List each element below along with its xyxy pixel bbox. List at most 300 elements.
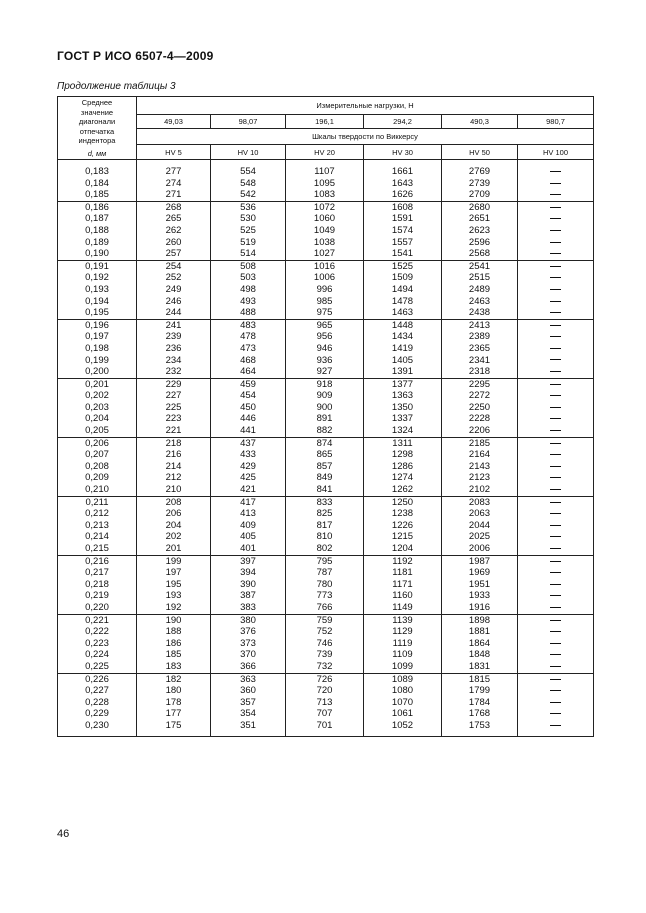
table-value: 554 [240, 166, 256, 177]
table-value: 1324 [391, 425, 414, 437]
table-value: 254 [165, 260, 182, 272]
table-value: 891 [316, 413, 333, 425]
table-value: 271 [165, 189, 182, 201]
table-value: 383 [240, 601, 256, 613]
table-value: 1405 [391, 354, 414, 366]
empty-value-dash [518, 661, 593, 673]
table-value: 825 [316, 508, 333, 520]
table-value: 514 [240, 248, 256, 260]
empty-value-dash [518, 390, 593, 402]
table-value: 2272 [468, 390, 491, 402]
table-value: 188 [165, 626, 182, 638]
table-value: 0,183 [85, 166, 109, 177]
hv30-cell [364, 673, 442, 736]
table-value: 2389 [468, 331, 491, 343]
empty-value-dash [518, 472, 593, 484]
empty-value-dash [518, 579, 593, 591]
table-value: 975 [316, 307, 333, 319]
table-value: 0,222 [85, 626, 109, 638]
table-value: 1119 [392, 637, 413, 649]
empty-value-dash [518, 261, 593, 273]
table-value: 2413 [468, 319, 491, 331]
table-value: 0,198 [85, 342, 109, 354]
table-value: 185 [165, 649, 182, 661]
table-value: 0,200 [85, 366, 109, 378]
table-value: 1238 [391, 508, 414, 520]
table-value: 720 [316, 685, 333, 697]
table-value: 1557 [391, 236, 414, 248]
table-value: 249 [165, 283, 182, 295]
table-value: 739 [316, 649, 333, 661]
table-value: 2185 [468, 437, 491, 449]
loads-title: Измерительные нагрузки, Н [137, 97, 594, 115]
table-value: 446 [240, 413, 256, 425]
empty-value-dash [518, 708, 593, 720]
table-value: 1286 [391, 460, 414, 472]
hv5-cell [137, 614, 211, 673]
table-value: 503 [240, 272, 256, 284]
table-value: 1434 [391, 331, 414, 343]
table-continuation-caption: Продолжение таблицы 3 [57, 81, 176, 92]
table-value: 965 [316, 319, 333, 331]
page-number: 46 [57, 828, 70, 840]
table-value: 1478 [391, 295, 414, 307]
table-value: 1831 [468, 660, 491, 672]
table-value: 817 [316, 519, 333, 531]
table-value: 1274 [391, 472, 414, 484]
hv50-cell [442, 260, 518, 319]
empty-value-dash [518, 638, 593, 650]
diagonal-cell [58, 160, 137, 202]
table-value: 370 [240, 649, 256, 661]
table-value: 252 [165, 272, 182, 284]
table-value: 0,202 [85, 390, 109, 402]
table-value: 713 [316, 696, 333, 708]
table-value: 229 [165, 378, 182, 390]
table-value: 450 [240, 401, 256, 413]
empty-value-dash [518, 296, 593, 308]
table-value: 413 [240, 508, 256, 520]
hv20-cell [286, 614, 364, 673]
hv10-cell [211, 201, 286, 260]
table-value: 2596 [468, 236, 491, 248]
table-value: 701 [316, 719, 333, 731]
empty-value-dash [518, 320, 593, 332]
scale-cell: HV 50 [442, 145, 518, 160]
table-value: 0,229 [85, 708, 109, 720]
table-value: 0,212 [85, 508, 109, 520]
table-value: 366 [240, 660, 256, 672]
table-value: 0,199 [85, 354, 109, 366]
hv50-cell [442, 437, 518, 496]
hv20-cell [286, 496, 364, 555]
empty-value-dash [518, 484, 593, 496]
table-value: 360 [240, 685, 256, 697]
empty-value-dash [518, 626, 593, 638]
table-value: 478 [240, 331, 256, 343]
empty-value-dash [518, 237, 593, 249]
table-value: 1181 [392, 567, 413, 579]
hv50-cell [442, 496, 518, 555]
empty-value-dash [518, 379, 593, 391]
hv50-cell [442, 614, 518, 673]
hv100-cell [518, 673, 594, 736]
table-value: 183 [165, 660, 182, 672]
table-value: 1052 [391, 719, 414, 731]
table-value: 0,205 [85, 425, 109, 437]
empty-value-dash [518, 413, 593, 425]
table-value: 1060 [313, 213, 336, 225]
table-row-group [58, 319, 594, 378]
table-value: 1192 [392, 555, 413, 567]
row-header-line: индентора [78, 136, 116, 145]
row-header-line: диагонали [78, 117, 116, 126]
table-value: 2438 [468, 307, 491, 319]
empty-value-dash [518, 602, 593, 614]
empty-value-dash [518, 248, 593, 260]
table-value: 387 [240, 590, 256, 602]
table-value: 488 [240, 307, 256, 319]
table-value: 900 [316, 401, 333, 413]
hv30-cell [364, 555, 442, 614]
table-value: 849 [316, 472, 333, 484]
table-value: 239 [165, 331, 182, 343]
table-row-group [58, 201, 594, 260]
table-value: 857 [316, 460, 333, 472]
empty-value-dash [518, 284, 593, 296]
table-value: 2739 [468, 177, 491, 189]
table-value: 1061 [391, 708, 414, 720]
table-value: 874 [316, 437, 333, 449]
table-value: 202 [165, 531, 182, 543]
table-value: 1099 [391, 660, 414, 672]
table-value: 1204 [391, 543, 414, 554]
table-value: 265 [165, 213, 182, 225]
table-value: 996 [316, 283, 333, 295]
table-value: 0,220 [85, 601, 109, 613]
table-value: 1494 [391, 283, 414, 295]
table-value: 0,193 [85, 283, 109, 295]
table-value: 354 [240, 708, 256, 720]
hv30-cell [364, 319, 442, 378]
table-value: 390 [240, 578, 256, 590]
empty-value-dash [518, 497, 593, 509]
scale-cell: HV 5 [137, 145, 211, 160]
table-value: 236 [165, 342, 182, 354]
table-value: 0,221 [85, 614, 109, 626]
table-value: 707 [316, 708, 333, 720]
table-value: 357 [240, 696, 256, 708]
table-value: 2463 [468, 295, 491, 307]
table-value: 274 [165, 177, 182, 189]
load-cell: 294,2 [364, 115, 442, 129]
table-value: 2044 [468, 519, 491, 531]
hv30-cell [364, 614, 442, 673]
table-value: 1250 [391, 496, 414, 508]
table-value: 810 [316, 531, 333, 543]
empty-value-dash [518, 508, 593, 520]
hv100-cell [518, 496, 594, 555]
table-value: 2228 [468, 413, 491, 425]
hv100-cell [518, 201, 594, 260]
table-value: 227 [165, 390, 182, 402]
table-value: 437 [240, 437, 256, 449]
table-value: 841 [316, 484, 333, 496]
hv10-cell [211, 378, 286, 437]
table-value: 0,184 [85, 177, 109, 189]
table-value: 882 [316, 425, 333, 437]
table-value: 0,223 [85, 637, 109, 649]
table-row-group [58, 496, 594, 555]
diagonal-cell [58, 614, 137, 673]
table-value: 2341 [468, 354, 491, 366]
hv5-cell [137, 673, 211, 736]
table-row-group [58, 673, 594, 736]
table-row-group [58, 260, 594, 319]
hv10-cell [211, 614, 286, 673]
table-value: 927 [316, 366, 333, 378]
empty-value-dash [518, 685, 593, 697]
table-value: 1363 [391, 390, 414, 402]
table-value: 175 [165, 719, 182, 731]
hv10-cell [211, 260, 286, 319]
table-value: 0,211 [85, 496, 109, 508]
empty-value-dash [518, 615, 593, 627]
hv20-cell [286, 160, 364, 202]
table-value: 373 [240, 637, 256, 649]
table-value: 244 [165, 307, 182, 319]
row-header-line: отпечатка [79, 126, 115, 136]
hv100-cell [518, 437, 594, 496]
table-value: 1109 [392, 649, 413, 661]
table-value: 177 [165, 708, 182, 720]
scale-cell: HV 30 [364, 145, 442, 160]
table-value: 0,192 [85, 272, 109, 284]
table-value: 1969 [468, 567, 491, 579]
table-value: 405 [240, 531, 256, 543]
table-value: 1038 [313, 236, 336, 248]
diagonal-cell [58, 319, 137, 378]
table-value: 946 [316, 342, 333, 354]
hv100-cell [518, 555, 594, 614]
table-value: 2568 [468, 248, 491, 260]
table-value: 197 [165, 567, 182, 579]
scales-title: Шкалы твердости по Виккерсу [137, 129, 594, 145]
table-value: 787 [316, 567, 333, 579]
table-value: 1768 [468, 708, 491, 720]
table-value: 2123 [468, 472, 491, 484]
load-cell: 196,1 [286, 115, 364, 129]
hv50-cell [442, 160, 518, 202]
table-value: 0,226 [85, 673, 109, 685]
table-value: 2250 [468, 401, 491, 413]
hv30-cell [364, 378, 442, 437]
empty-value-dash [518, 366, 593, 378]
diagonal-cell [58, 496, 137, 555]
table-value: 216 [165, 449, 182, 461]
table-value: 208 [165, 496, 182, 508]
table-value: 759 [316, 614, 333, 626]
table-row-group [58, 160, 594, 202]
table-value: 746 [316, 637, 333, 649]
table-value: 1815 [468, 673, 491, 685]
table-value: 351 [240, 719, 256, 731]
load-cell: 490,3 [442, 115, 518, 129]
table-value: 2651 [468, 213, 491, 225]
hv50-cell [442, 201, 518, 260]
diagonal-cell [58, 555, 137, 614]
hv50-cell [442, 673, 518, 736]
table-value: 1129 [392, 626, 413, 638]
table-value: 1608 [391, 201, 414, 213]
table-value: 2102 [468, 484, 491, 496]
hv30-cell [364, 496, 442, 555]
hv20-cell [286, 378, 364, 437]
table-value: 1070 [391, 696, 414, 708]
table-value: 0,207 [85, 449, 109, 461]
table-value: 363 [240, 673, 256, 685]
load-cell: 98,07 [211, 115, 286, 129]
empty-value-dash [518, 461, 593, 473]
table-value: 1916 [468, 601, 491, 613]
table-row-group [58, 555, 594, 614]
table-value: 508 [240, 260, 256, 272]
table-value: 0,204 [85, 413, 109, 425]
hv20-cell [286, 555, 364, 614]
empty-value-dash [518, 331, 593, 343]
table-value: 2006 [468, 543, 491, 554]
diagonal-column-header [58, 97, 137, 160]
table-value: 1933 [468, 590, 491, 602]
empty-value-dash [518, 520, 593, 532]
table-value: 225 [165, 401, 182, 413]
table-value: 232 [165, 366, 182, 378]
table-row-group [58, 378, 594, 437]
empty-value-dash [518, 567, 593, 579]
table-value: 956 [316, 331, 333, 343]
hv10-cell [211, 555, 286, 614]
table-value: 1509 [391, 272, 414, 284]
empty-value-dash [518, 697, 593, 709]
table-value: 1006 [313, 272, 336, 284]
vickers-hardness-table [57, 96, 594, 737]
table-value: 0,217 [85, 567, 109, 579]
table-value: 2164 [468, 449, 491, 461]
table-value: 909 [316, 390, 333, 402]
table-value: 536 [240, 201, 256, 213]
hv20-cell [286, 201, 364, 260]
hv5-cell [137, 378, 211, 437]
table-value: 0,218 [85, 578, 109, 590]
table-value: 223 [165, 413, 182, 425]
empty-value-dash [518, 425, 593, 437]
table-value: 1080 [391, 685, 414, 697]
table-value: 2206 [468, 425, 491, 437]
table-value: 268 [165, 201, 182, 213]
hv30-cell [364, 160, 442, 202]
empty-value-dash [518, 556, 593, 568]
table-value: 726 [316, 673, 333, 685]
hv30-cell [364, 260, 442, 319]
table-value: 2489 [468, 283, 491, 295]
hv10-cell [211, 496, 286, 555]
hv10-cell [211, 673, 286, 736]
table-value: 459 [240, 378, 256, 390]
hv10-cell [211, 319, 286, 378]
table-value: 752 [316, 626, 333, 638]
table-value: 376 [240, 626, 256, 638]
table-value: 1951 [468, 578, 491, 590]
scale-cell: HV 10 [211, 145, 286, 160]
table-value: 0,230 [85, 719, 109, 731]
table-value: 1463 [391, 307, 414, 319]
table-value: 498 [240, 283, 256, 295]
table-value: 0,228 [85, 696, 109, 708]
table-value: 218 [165, 437, 182, 449]
table-value: 0,225 [85, 660, 109, 672]
table-value: 0,214 [85, 531, 109, 543]
hv20-cell [286, 319, 364, 378]
table-value: 1226 [391, 519, 414, 531]
empty-value-dash [518, 213, 593, 225]
table-value: 0,201 [85, 378, 109, 390]
table-value: 421 [240, 484, 256, 496]
table-value: 0,196 [85, 319, 109, 331]
table-value: 0,219 [85, 590, 109, 602]
empty-value-dash [518, 272, 593, 284]
empty-value-dash [518, 307, 593, 319]
table-value: 1083 [313, 189, 336, 201]
table-value: 0,203 [85, 401, 109, 413]
table-value: 182 [165, 673, 182, 685]
hv5-cell [137, 437, 211, 496]
table-value: 1107 [314, 166, 335, 177]
empty-value-dash [518, 543, 593, 555]
table-value: 190 [165, 614, 182, 626]
table-value: 865 [316, 449, 333, 461]
table-value: 199 [165, 555, 182, 567]
table-value: 2063 [468, 508, 491, 520]
table-value: 1419 [391, 342, 414, 354]
table-value: 0,224 [85, 649, 109, 661]
table-value: 1448 [391, 319, 414, 331]
diagonal-cell [58, 673, 137, 736]
table-value: 1160 [392, 590, 413, 602]
table-value: 1848 [468, 649, 491, 661]
table-value: 0,185 [85, 189, 109, 201]
table-value: 795 [316, 555, 333, 567]
hv100-cell [518, 260, 594, 319]
load-cell: 980,7 [518, 115, 594, 129]
table-value: 1139 [392, 614, 413, 626]
table-value: 221 [165, 425, 182, 437]
table-value: 409 [240, 519, 256, 531]
table-value: 1661 [391, 166, 414, 177]
table-value: 1311 [392, 437, 413, 449]
table-value: 1095 [313, 177, 336, 189]
table-value: 2769 [468, 166, 491, 177]
table-value: 1377 [391, 378, 414, 390]
table-value: 0,206 [85, 437, 109, 449]
hv5-cell [137, 319, 211, 378]
table-value: 766 [316, 601, 333, 613]
table-value: 193 [165, 590, 182, 602]
table-value: 210 [165, 484, 182, 496]
table-value: 1262 [391, 484, 414, 496]
table-value: 0,188 [85, 224, 109, 236]
hv50-cell [442, 378, 518, 437]
table-value: 1541 [391, 248, 414, 260]
